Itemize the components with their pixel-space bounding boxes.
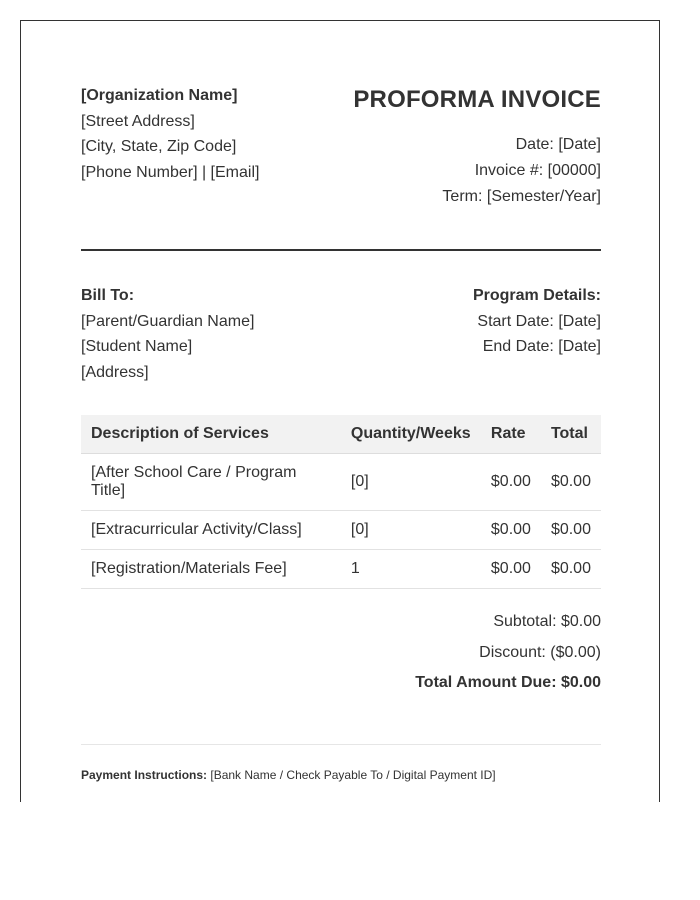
program-end-date: End Date: [Date] bbox=[482, 338, 601, 355]
services-table bbox=[81, 415, 601, 589]
subtotal: Subtotal: $0.00 bbox=[493, 613, 601, 630]
row-description: [After School Care / Program Title] bbox=[81, 454, 341, 511]
payment-instructions bbox=[81, 768, 601, 782]
organization-block bbox=[81, 83, 259, 249]
invoice-meta-block bbox=[353, 83, 601, 249]
discount: Discount: ($0.00) bbox=[479, 643, 601, 661]
row-rate: $0.00 bbox=[481, 454, 541, 511]
organization-city: [City, State, Zip Code] bbox=[81, 138, 237, 155]
column-header-description: Description of Services bbox=[81, 415, 341, 454]
organization-contact: [Phone Number] | [Email] bbox=[81, 163, 260, 181]
bill-to-address: [Address] bbox=[81, 363, 149, 381]
row-quantity: [0] bbox=[341, 454, 481, 511]
row-total: $0.00 bbox=[541, 511, 601, 550]
billing-section bbox=[81, 283, 601, 385]
row-rate: $0.00 bbox=[481, 550, 541, 589]
invoice-term: Term: [Semester/Year] bbox=[442, 188, 601, 205]
organization-street: [Street Address] bbox=[81, 112, 195, 130]
column-header-quantity: Quantity/Weeks bbox=[341, 415, 481, 454]
program-details-heading: Program Details: bbox=[472, 287, 601, 304]
bill-to-guardian: [Parent/Guardian Name] bbox=[81, 312, 255, 330]
bill-to-student: [Student Name] bbox=[81, 338, 193, 355]
table-row bbox=[81, 550, 601, 589]
bill-to-block bbox=[81, 283, 254, 385]
total-amount-due: Total Amount Due: $0.00 bbox=[415, 674, 601, 691]
totals-block bbox=[81, 607, 601, 699]
invoice-date: Date: [Date] bbox=[515, 136, 601, 153]
footer-divider bbox=[81, 744, 601, 745]
row-quantity: [0] bbox=[341, 511, 481, 550]
program-start-date: Start Date: [Date] bbox=[477, 312, 601, 330]
invoice-header bbox=[81, 83, 601, 249]
invoice-title: PROFORMA INVOICE bbox=[353, 86, 601, 113]
row-description: [Registration/Materials Fee] bbox=[81, 550, 341, 589]
invoice-content bbox=[81, 83, 601, 782]
row-total: $0.00 bbox=[541, 550, 601, 589]
table-header-row bbox=[81, 415, 601, 454]
header-divider bbox=[81, 249, 601, 251]
bill-to-heading: Bill To: bbox=[81, 287, 135, 304]
invoice-number: Invoice #: [00000] bbox=[474, 162, 601, 179]
organization-name: [Organization Name] bbox=[81, 87, 238, 104]
row-total: $0.00 bbox=[541, 454, 601, 511]
payment-instructions-label: Payment Instructions: bbox=[81, 767, 208, 782]
table-row bbox=[81, 511, 601, 550]
program-details-block bbox=[473, 283, 601, 385]
row-description: [Extracurricular Activity/Class] bbox=[81, 511, 341, 550]
payment-instructions-text: [Bank Name / Check Payable To / Digital Payment ID] bbox=[210, 767, 496, 782]
row-rate: $0.00 bbox=[481, 511, 541, 550]
invoice-page bbox=[20, 20, 660, 802]
table-row bbox=[81, 454, 601, 511]
column-header-rate: Rate bbox=[481, 415, 541, 454]
column-header-total: Total bbox=[541, 415, 601, 454]
row-quantity: 1 bbox=[341, 550, 481, 589]
